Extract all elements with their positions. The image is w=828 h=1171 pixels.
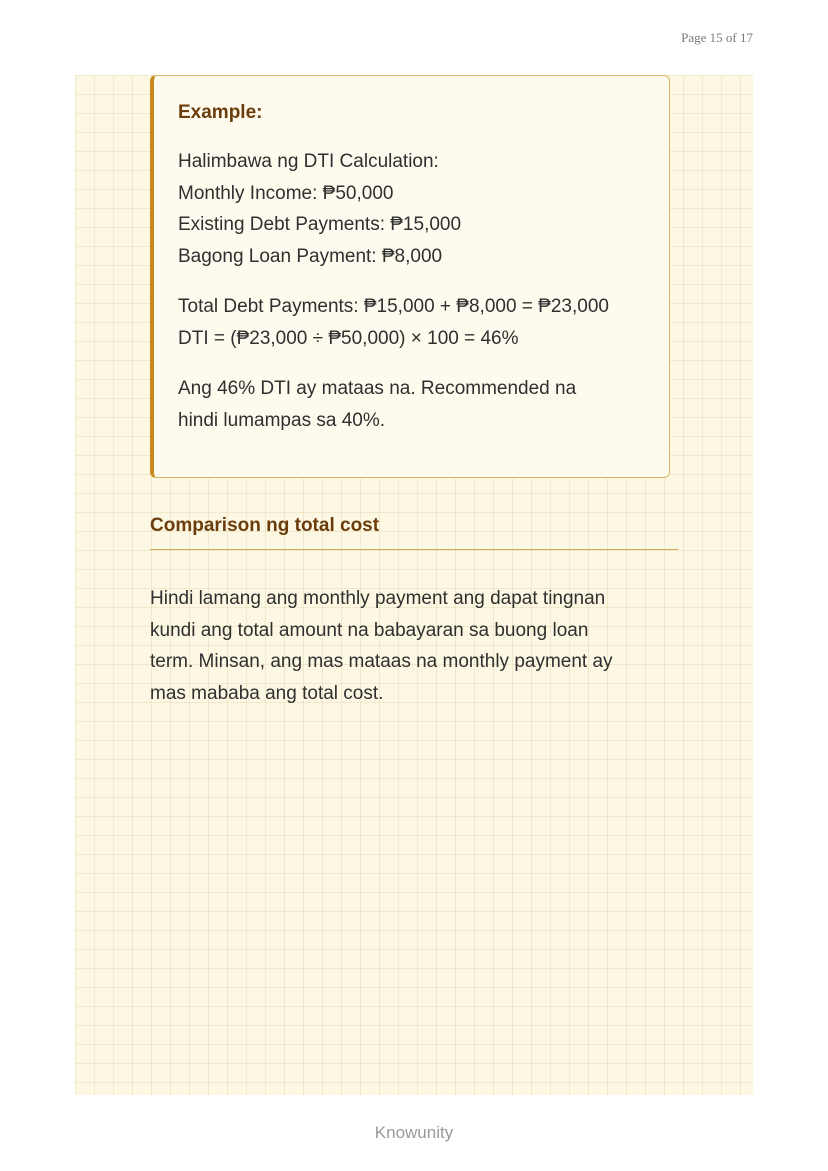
example-line: Existing Debt Payments: ₱15,000 xyxy=(178,214,462,235)
section-heading: Comparison ng total cost xyxy=(150,515,678,550)
body-line: mas mababa ang total cost. xyxy=(150,682,384,704)
footer-brand: Knowunity xyxy=(374,1123,454,1142)
example-line: Total Debt Payments: ₱15,000 + ₱8,000 = ₱23,000 xyxy=(178,296,609,317)
example-line: Monthly Income: ₱50,000 xyxy=(178,182,394,204)
example-computation xyxy=(178,291,645,354)
example-line: Halimbawa ng DTI Calculation: xyxy=(178,151,439,172)
section-body xyxy=(150,583,670,709)
grid-paper xyxy=(75,75,753,1095)
body-line: kundi ang total amount na babayaran sa buong loan xyxy=(150,619,589,641)
example-line: hindi lumampas sa 40%. xyxy=(178,409,385,431)
example-line: DTI = (₱23,000 ÷ ₱50,000) × 100 = 46% xyxy=(178,327,519,349)
page-number: Page 15 of 17 xyxy=(681,30,753,45)
example-title: Example: xyxy=(178,102,263,123)
example-line: Bagong Loan Payment: ₱8,000 xyxy=(178,245,443,267)
body-line: term. Minsan, ang mas mataas na monthly payment ay xyxy=(150,651,613,672)
example-conclusion xyxy=(178,373,645,436)
body-line: Hindi lamang ang monthly payment ang dapat tingnan xyxy=(150,588,606,609)
example-callout xyxy=(150,75,670,478)
example-line: Ang 46% DTI ay mataas na. Recommended na xyxy=(178,378,577,399)
example-content xyxy=(178,146,645,436)
example-inputs xyxy=(178,146,645,272)
